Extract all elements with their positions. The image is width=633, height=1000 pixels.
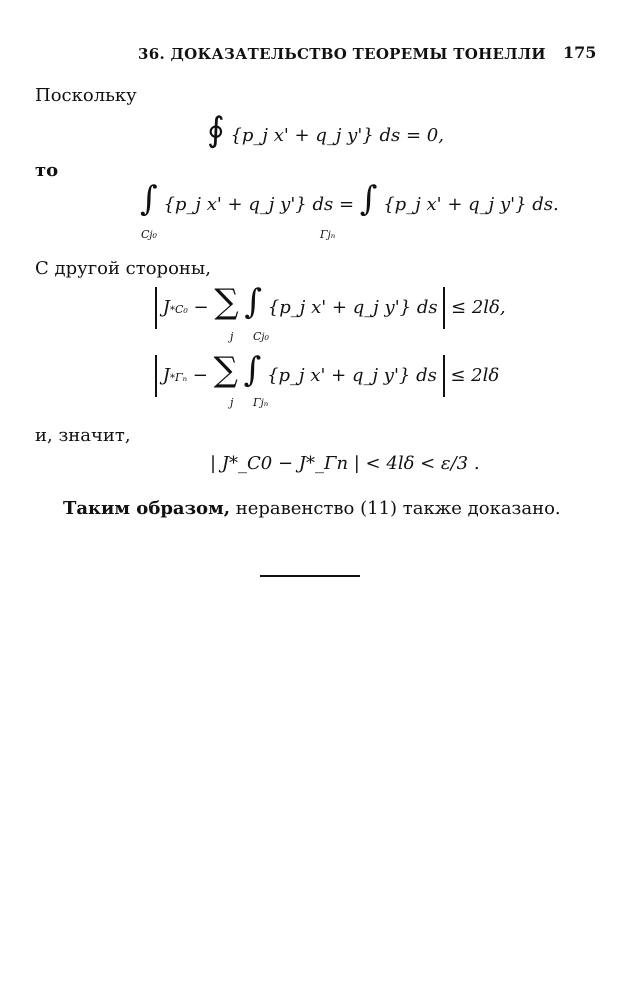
paragraph-text: и, значит, <box>35 425 131 446</box>
integral-sign: ∫ <box>244 282 263 322</box>
formula-inequality-2: J*Γₙ − ∑ ∫ {p_j x' + q_j y'} ds ≤ 2lδ <box>155 353 499 397</box>
integral-sign: ∫ <box>359 179 378 219</box>
integral-sign: ∫ <box>243 350 262 390</box>
integral-limit: Cj₀ <box>141 228 157 241</box>
formula-equality <box>140 179 559 219</box>
formula-right: {p_j x' + q_j y'} ds. <box>383 194 559 215</box>
paragraph-rest: неравенство (11) также доказано. <box>229 498 561 519</box>
integral-limit: Γjₙ <box>320 228 336 241</box>
running-header: 36. ДОКАЗАТЕЛЬСТВО ТЕОРЕМЫ ТОНЕЛЛИ <box>138 45 546 63</box>
paragraph-text: то <box>35 160 59 181</box>
abs-bar <box>443 355 445 397</box>
paragraph-text: Поскольку <box>35 85 137 106</box>
sum-sign: ∑ <box>214 282 239 322</box>
contour-integral-sign: ∮ <box>207 110 225 150</box>
formula-body: {p_j x' + q_j y'} ds = 0, <box>230 125 444 146</box>
integral-limit: Γjₙ <box>253 396 269 409</box>
formula-contour-integral <box>207 110 444 150</box>
section-end-rule <box>260 575 360 577</box>
formula-body: {p_j x' + q_j y'} ds <box>267 365 437 386</box>
sum-sign: ∑ <box>213 350 238 390</box>
formula-inequality-1: J*C₀ − ∑ ∫ {p_j x' + q_j y'} ds ≤ 2lδ, <box>155 285 506 329</box>
paragraph-text: С другой стороны, <box>35 258 211 279</box>
formula-rhs: ≤ 2lδ <box>450 365 500 386</box>
formula-rhs: ≤ 2lδ, <box>451 297 506 318</box>
sum-index: j <box>230 330 234 343</box>
integral-sign: ∫ <box>140 179 158 219</box>
formula-left: {p_j x' + q_j y'} ds = <box>163 194 355 215</box>
bold-phrase: Таким образом, <box>63 498 230 519</box>
sum-index: j <box>230 396 234 409</box>
page-number: 175 <box>563 43 597 62</box>
formula-body: {p_j x' + q_j y'} ds <box>267 297 438 318</box>
integral-limit: Cj₀ <box>253 330 269 343</box>
abs-bar <box>155 355 157 397</box>
abs-bar <box>443 287 445 329</box>
abs-bar <box>155 287 157 329</box>
formula-final-inequality: | J*_C0 − J*_Γn | < 4lδ < ε/3 . <box>210 453 480 474</box>
paragraph-text <box>63 498 561 519</box>
